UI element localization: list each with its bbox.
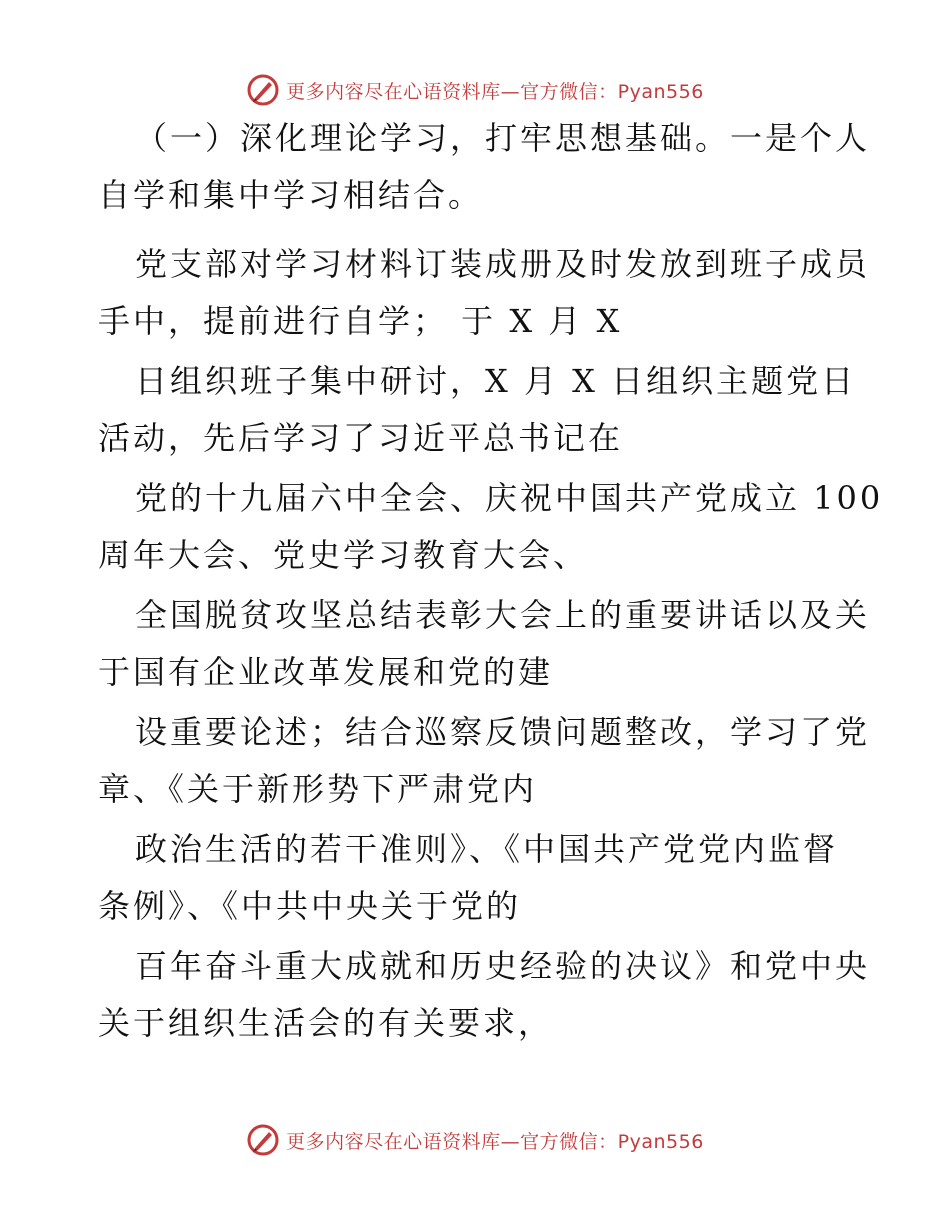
body-line: 全国脱贫攻坚总结表彰大会上的重要讲话以及关	[135, 596, 871, 634]
body-line: 日组织班子集中研讨，X 月 X 日组织主题党日	[135, 362, 857, 400]
pen-logo-icon	[246, 1123, 280, 1157]
header-banner	[0, 70, 950, 110]
body-line: 百年奋斗重大成就和历史经验的决议》和党中央	[135, 947, 871, 985]
body-line: （一）深化理论学习，打牢思想基础。一是个人	[135, 119, 871, 157]
body-line: 条例》、《中共中央关于党的	[98, 887, 522, 925]
header-banner-text: 更多内容尽在心语资料库—官方微信：Pyan556	[286, 80, 704, 103]
body-line: 设重要论述；结合巡察反馈问题整改，学习了党	[135, 713, 871, 751]
pen-logo-icon	[246, 73, 280, 107]
body-line: 政治生活的若干准则》、《中国共产党党内监督	[135, 830, 839, 868]
body-line: 章、《关于新形势下严肃党内	[98, 770, 538, 808]
body-line: 手中，提前进行自学； 于 X 月 X	[98, 302, 623, 340]
body-line: 自学和集中学习相结合。	[98, 176, 484, 214]
body-line: 活动，先后学习了习近平总书记在	[98, 419, 624, 457]
body-line: 周年大会、党史学习教育大会、	[98, 536, 589, 574]
body-line: 党的十九届六中全会、庆祝中国共产党成立 100	[135, 479, 884, 517]
body-line: 党支部对学习材料订装成册及时发放到班子成员	[135, 245, 871, 283]
footer-banner	[0, 1120, 950, 1160]
footer-banner-text: 更多内容尽在心语资料库—官方微信：Pyan556	[286, 1130, 704, 1153]
body-line: 关于组织生活会的有关要求，	[98, 1004, 554, 1042]
body-line: 于国有企业改革发展和党的建	[98, 653, 554, 691]
